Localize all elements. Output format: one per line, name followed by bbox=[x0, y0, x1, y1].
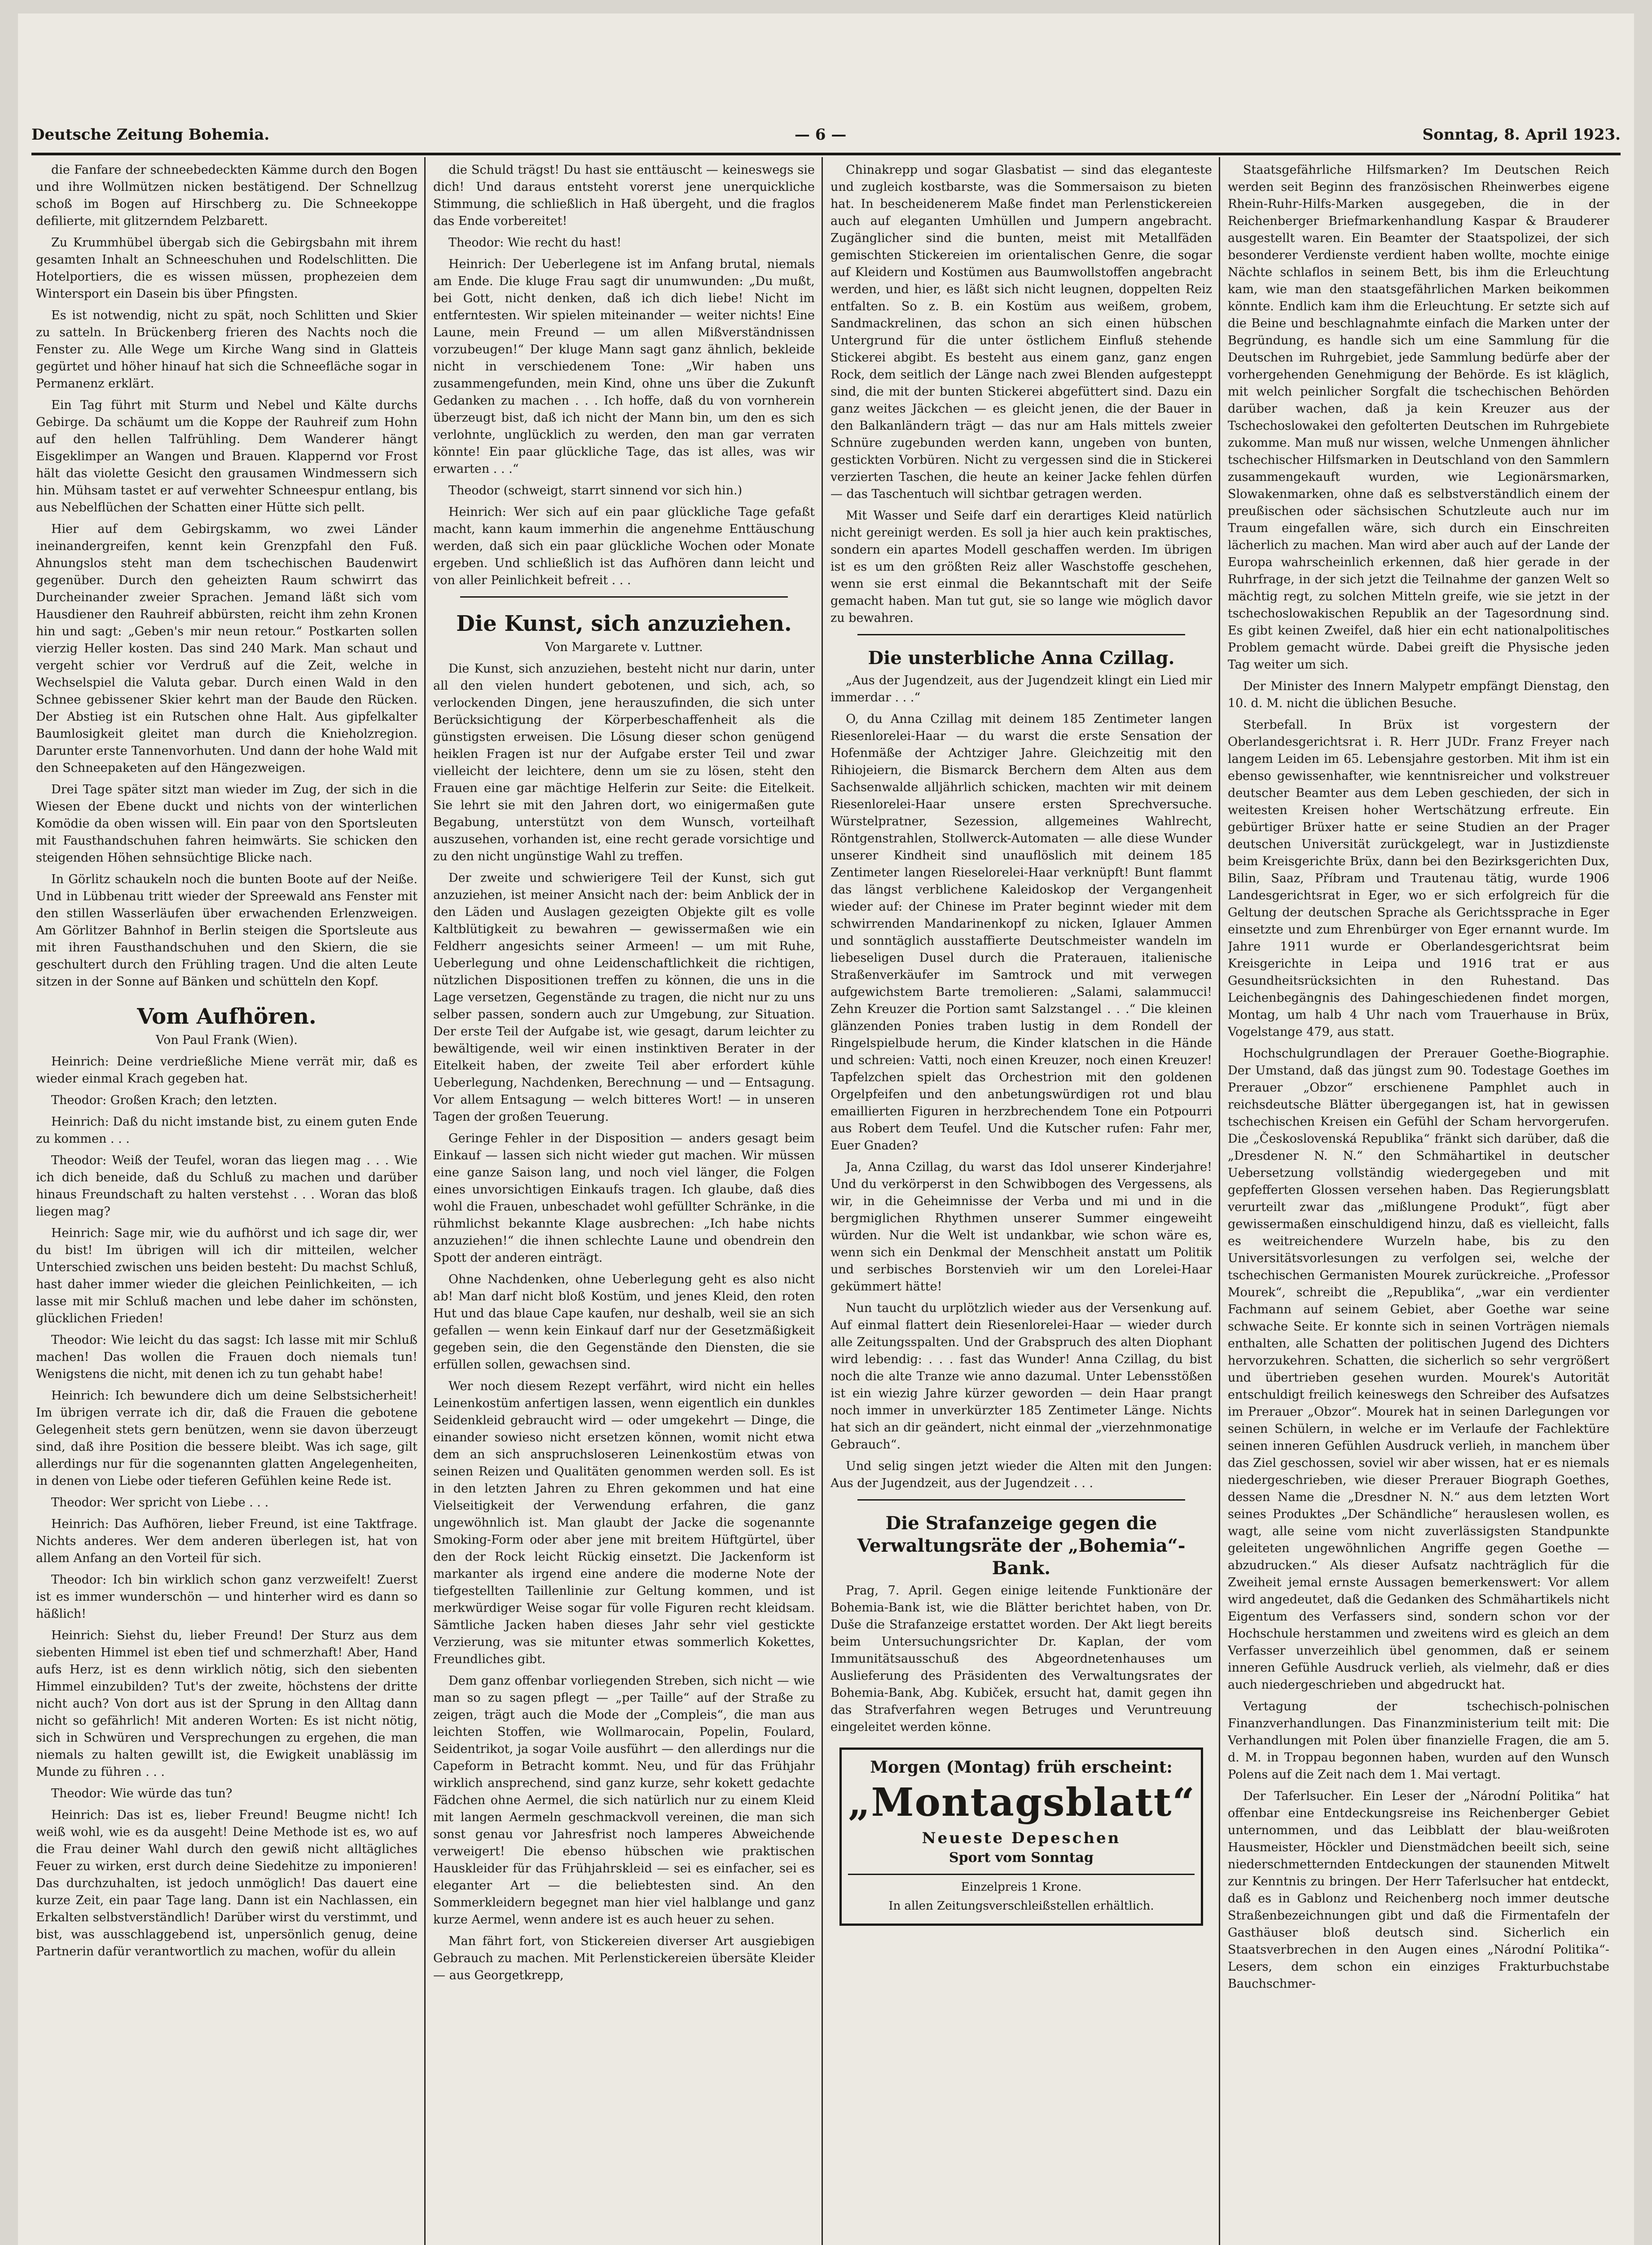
column-3 bbox=[830, 162, 1212, 2245]
column-1 bbox=[36, 162, 417, 2245]
article-paragraph: Es ist notwendig, nicht zu spät, noch Schlitten und Skier zu satteln. In Brückenberg frieren des Nachts noch die Fenster zu. Alle Wege um Kirche Wang sind in Glatteis gegürtet und höher hinauf hat sich die Schneefläche sogar in Permanenz erklärt. bbox=[36, 308, 417, 391]
issue-date: Sonntag, 8. April 1923. bbox=[1422, 126, 1621, 144]
article-paragraph: Ein Tag führt mit Sturm und Nebel und Kälte durchs Gebirge. Da schäumt um die Koppe der Rauhreif zum Hohn auf den hellen Talfrühling. Dem Wanderer hängt Eisgeklimper an Wangen und Brauen. Klappernd vor Frost hält das violette Gesicht den grausamen Windmessern sich hin. Mühsam tastet er auf verwehter Schneespur entlang, bis aus Nebelflüchen der Schatten einer Hütte sich pellt. bbox=[36, 398, 417, 515]
article-headline: Die unsterbliche Anna Czillag. bbox=[868, 647, 1175, 669]
dialogue-line: Heinrich: Wer sich auf ein paar glückliche Tage gefaßt macht, kann kaum immerhin die angenehme Enttäuschung werden, daß sich ein paar glückliche Wochen oder Monate ergeben. Und schließlich ist das Aufhören dann leicht und von aller Peinlichkeit befreit . . . bbox=[433, 505, 815, 587]
section-divider bbox=[460, 596, 788, 598]
newspaper-page bbox=[18, 13, 1634, 2245]
dialogue-line: Heinrich: Das ist es, lieber Freund! Beugme nicht! Ich weiß wohl, wie es da ausgeht! Deine Methode ist es, wo auf die Frau deiner Wahl durch den gewiß nicht alltägliches Feuer zu wirken, erst durch deine Siedehitze zu imponieren! Das durchzuhalten, ist jedoch unmöglich! Das dauert eine kurze Zeit, ein paar Tage lang. Dann ist ein Nachlassen, ein Erkalten selbstverständlich! Darüber wirst du verstimmt, und bist, was ausschlaggebend ist, unpersönlich genug, deine Partnerin dafür verantwortlich zu machen, wofür du allein bbox=[36, 1808, 417, 1959]
news-item: Der Minister des Innern Malypetr empfängt Dienstag, den 10. d. M. nicht die üblichen Besuche. bbox=[1228, 679, 1609, 710]
dialogue-line: Heinrich: Siehst du, lieber Freund! Der Sturz aus dem siebenten Himmel ist eben tief und schmerzhaft! Aber, Hand aufs Herz, ist es denn wirklich nötig, sich den siebenten Himmel einzubilden? Tut's der zweite, höchstens der dritte nicht auch? Von dort aus ist der Sprung in den Alltag dann nicht so gefährlich! Mit anderen Worten: Es ist nicht nötig, sich in Schwüren und Versprechungen zu ergehen, die man niemals zu halten gewillt ist, die Ewigkeit unablässig im Munde zu führen . . . bbox=[36, 1629, 417, 1779]
ad-feature: Sport vom Sonntag bbox=[949, 1850, 1094, 1866]
news-item: Staatsgefährliche Hilfsmarken? Im Deutschen Reich werden seit Beginn des französischen Rheinwerbes eigene Rhein-Ruhr-Hilfs-Marken ausgegeben, die in der Reichenberger Briefmarkenhandlung Kaspar & Brauderer ausgestellt waren. Ein Beamter der Staatspolizei, der sich besonderer Verdienste verdient haben wollte, mochte einige Nächte schlaflos in seinem Bett, bis ihm die Erleuchtung kam, wie man den staatsgefährlichen Marken beikommen könnte. Endlich kam ihm die Erleuchtung. Er setzte sich auf die Beine und beschlagnahmte einfach die Marken unter der Begründung, es handle sich um eine Sammlung für die Deutschen im Ruhrgebiet, jede Sammlung bedürfe aber der vorhergehenden Genehmigung der Behörde. Es ist kläglich, mit welch peinlicher Sorgfalt die tschechischen Behörden darüber wachen, daß ja kein Kreuzer aus der Tschechoslowakei den gefolterten Deutschen im Ruhrgebiete zukomme. Man muß nur wissen, welche Unmengen ähnlicher tschechischer Hilfsmarken in Deutschland von den Sammlern zusammengekauft wurden, wie Legionärsmarken, Slowakenmarken, ohne daß es selbstverständlich einem der preußischen oder sächsischen Schutzleute auch nur im Traum eingefallen wäre, sich durch ein Einschreiten lächerlich zu machen. Man wird aber auch auf der Lande der Europa wahrscheinlich erkennen, daß hier gerade in der Ruhrfrage, in der sich jetzt die Teilnahme der ganzen Welt so mächtig regt, zu solchen Mitteln greife, wie sie jetzt in der tschechoslowakischen Republik an der Tagesordnung sind. Es gibt keinen Zweifel, daß hier ein echt nationalpolitisches Problem gemacht würde. Dabei greift die Physische jeden Tag weiter um sich. bbox=[1228, 163, 1609, 672]
article-paragraph: Man fährt fort, von Stickereien diverser Art ausgiebigen Gebrauch zu machen. Mit Perlenstickereien übersäte Kleider — aus Georgetkrepp, bbox=[433, 1934, 815, 1982]
dialogue-line: Heinrich: Deine verdrießliche Miene verrät mir, daß es wieder einmal Krach gegeben hat. bbox=[36, 1055, 417, 1086]
column-rule bbox=[1219, 157, 1220, 2245]
ad-feature: Neueste Depeschen bbox=[922, 1829, 1121, 1847]
article-paragraph: Zu Krummhübel übergab sich die Gebirgsbahn mit ihrem gesamten Inhalt an Schneeschuhen und Rodelschlitten. Die Hotelportiers, die es wissen müssen, prophezeien dem Wintersport ein Dasein bis über Pfingsten. bbox=[36, 236, 417, 301]
article-paragraph: Hier auf dem Gebirgskamm, wo zwei Länder ineinandergreifen, kennt kein Grenzpfahl den Fuß. Ahnungslos steht man dem tschechischen Baudenwirt gegenüber. Durch den geheizten Raum schwirrt das Durcheinander zweier Sprachen. Jemand läßt sich vom Hausdiener den Rauhreif abbürsten, reicht ihm zehn Kronen hin und sagt: „Geben's mir neun retour.“ Postkarten sollen vierzig Heller kosten. Das sind 240 Mark. Man schaut und vergeht schier vor Verdruß auf die Zeit, welche in Wechselspiel die Valuta gebar. Durch einen Wald in den Schnee gebissener Skier kehrt man der Baude den Rücken. Der Abstieg ist ein Rutschen ohne Halt. Aus gipfelkalter Baumlosigkeit gleitet man durch die Knieholzregion. Darunter erste Tannenvorhuten. Und dann der hohe Wald mit den Schneepaketen auf den Hängezweigen. bbox=[36, 522, 417, 775]
dialogue-line: Theodor: Großen Krach; den letzten. bbox=[51, 1093, 277, 1107]
dialogue-line: Theodor: Wer spricht von Liebe . . . bbox=[51, 1496, 269, 1510]
dialogue-line: die Schuld trägst! Du hast sie enttäuscht — keineswegs sie dich! Und daraus entsteht vorerst jene unerquickliche Stimmung, die schließlich in Haß übergeht, und die fraglos das Ende vorbereitet! bbox=[433, 163, 815, 228]
article-paragraph: Chinakrepp und sogar Glasbatist — sind das eleganteste und zugleich kostbarste, was die Sommersaison zu bieten hat. In bescheidenerem Maße findet man Perlenstickereien auch auf eleganten Umhüllen und Jumpern angebracht. Zugänglicher sind die bunten, meist mit Metallfäden gemischten Stickereien im orientalischen Genre, die sogar auf Kleidern und Kostümen aus Baumwollstoffen angebracht werden, und hier, es läßt sich nicht leugnen, doppelten Reiz entfalten. So z. B. ein Kostüm aus weißem, grobem, Sandmackrelinen, das schon an sich einen hübschen Untergrund für die unter östlichem Einfluß stehende Stickerei abgibt. Es besteht aus einem ganz, ganz engen Rock, dem seitlich der Länge nach zwei Blenden aufgesteppt sind, die mit der bunten Stickerei abgefüttert sind. Dazu ein ganz weites Jäckchen — es gleicht jenen, die der Bauer in den Balkanländern trägt — das nur am Hals mittels zweier Schnüre zugebunden werden kann, ungeben von bunten, gestickten Vorbüren. Nicht zu vergessen sind die in Stickerei verzierten Taschen, die heute an keiner Jacke fehlen dürfen — das Taschentuch will sichtbar getragen werden. bbox=[830, 163, 1212, 501]
article-headline: Die Kunst, sich anzuziehen. bbox=[456, 611, 792, 636]
article-paragraph: Geringe Fehler in der Disposition — anders gesagt beim Einkauf — lassen sich nicht wieder gut machen. Wir müssen eine ganze Saison lang, und noch viel länger, die Folgen eines unvorsichtigen Einkaufs tragen. Ich glaube, daß dies wohl die Frauen, unbeschadet wohl gefüllter Schränke, in die rühmlichst bekannte Klage ausbrechen: „Ich habe nichts anzuziehen!“ die ihnen schlechte Laune und obendrein den Spott der anderen einträgt. bbox=[433, 1131, 815, 1265]
dialogue-line: Theodor (schweigt, starrt sinnend vor sich hin.) bbox=[448, 484, 743, 497]
article-paragraph: Die Kunst, sich anzuziehen, besteht nicht nur darin, unter all den vielen hundert gebotenen, und sich, ach, so verlockenden Dingen, jene herauszufinden, die sich unter Berücksichtigung der Körperbeschaffenheit als die günstigsten erweisen. Die Lösung dieser schon genügend heiklen Fragen ist nur der Aufgabe erster Teil und zwar vielleicht der leichtere, denn um sie zu lösen, steht den Frauen eine gar mächtige Helferin zur Seite: die Eitelkeit. Sie lehrt sie mit den Jahren dort, wo einigermaßen gute Begabung, unterstützt von dem Wunsch, vorteilhaft auszusehen, vorhanden ist, eine recht gerade vorsichtige und zu den nicht ungünstige Wahl zu treffen. bbox=[433, 662, 815, 863]
montagsblatt-advertisement bbox=[839, 1748, 1203, 1926]
ad-price: Einzelpreis 1 Krone. bbox=[848, 1874, 1195, 1896]
dialogue-line: Theodor: Wie würde das tun? bbox=[51, 1787, 233, 1800]
dialogue-line: Heinrich: Sage mir, wie du aufhörst und ich sage dir, wer du bist! Im übrigen will ich dir mitteilen, welcher Unterschied zwischen uns beiden besteht: Du machst Schluß, hast daher immer wieder die gleichen Peinlichkeiten, — ich lasse mit mir Schluß machen und lebe daher im schönsten, glücklichen Frieden! bbox=[36, 1226, 417, 1325]
article-paragraph: Der zweite und schwierigere Teil der Kunst, sich gut anzuziehen, ist meiner Ansicht nach der: beim Anblick der in den Läden und Auslagen gezeigten Objekte gilt es volle Kaltblütigkeit zu bewahren — gewissermaßen wie ein Feldherr angesichts seiner Armeen! — um mit Ruhe, Ueberlegung und ohne Leidenschaftlichkeit die richtigen, nützlichen Dispositionen treffen zu können, die uns in die Lage versetzen, Gegenstände zu tragen, die nicht nur zu uns selber passen, sondern auch zur Umgebung, zur Situation. Der erste Teil der Aufgabe ist, wie gesagt, darum leichter zu bewältigende, weil wir einen instinktiven Berater in der Eitelkeit haben, der zweite Teil aber erfordert kühle Ueberlegung, Nachdenken, Berechnung — und — Entsagung. Vor allem Entsagung — welch bitteres Wort! — in unseren Tagen der großen Teuerung. bbox=[433, 871, 815, 1124]
dialogue-line: Theodor: Wie recht du hast! bbox=[448, 236, 622, 250]
ad-availability: In allen Zeitungsverschleißstellen erhältlich. bbox=[888, 1899, 1154, 1913]
dialogue-line: Theodor: Weiß der Teufel, woran das liegen mag . . . Wie ich dich beneide, daß du Schluß zu machen und darüber hinaus Freundschaft zu halten verstehst . . . Woran das bloß liegen mag? bbox=[36, 1153, 417, 1219]
section-divider bbox=[857, 634, 1185, 635]
newspaper-name: Deutsche Zeitung Bohemia. bbox=[31, 126, 270, 144]
article-paragraph: Prag, 7. April. Gegen einige leitende Funktionäre der Bohemia-Bank ist, wie die Blätter berichtet haben, von Dr. Duše die Strafanzeige erstattet worden. Der Akt liegt bereits beim Untersuchungsrichter Dr. Kaplan, der vom Immunitätsausschuß des Abgeordnetenhauses um Auslieferung des Präsidenten des Verwaltungsrates der Bohemia-Bank, Abg. Kubiček, ersucht hat, damit gegen ihn das Strafverfahren wegen Betruges und Veruntreuung eingeleitet werden könne. bbox=[830, 1584, 1212, 1734]
article-paragraph: O, du Anna Czillag mit deinem 185 Zentimeter langen Riesenlorelei-Haar — du warst die erste Sensation der Hofenmäße der Achtziger Jahre. Gleichzeitig mit den Rihiojeiern, die Bismarck Berchern dem Alten aus dem Sachsenwalde alljährlich schicken, machten wir mit deinem Riesenlorelei-Haar unsere ersten Sprechversuche. Würstelpratner, Sezession, allgemeines Wahlrecht, Röntgenstrahlen, Stollwerck-Automaten — alle diese Wunder unserer Kindheit sind unauflöslich mit deinem 185 Zentimeter langen Rieselorelei-Haar verknüpft! Bunt flammt das längst verblichene Kaleidoskop der Vergangenheit wieder auf: der Chinese im Prater beginnt wieder mit dem schwirrenden Mandarinenkopf zu nicken, Iglauer Ammen und sonntäglich ausstaffierte Deutschmeister wandeln im liebeseligen Dusel durch die Praterauen, italienische Straßenverkäufer im Samtrock und mit verwegen aufgewichstem Barte tremolieren: „Salami, salammucci! Zehn Kreuzer die Portion samt Salzstangel . . .“ Die kleinen glänzenden Ponies traben lustig in dem Rondell der Ringelspielbude herum, die Kinder klatschen in die Hände und schreien: Vatti, noch einen Kreuzer, noch einen Kreuzer! Tapfelzchen spielt das Orchestrion mit den goldenen Orgelpfeifen und den anbetungswürdigen rot und blau emaillierten Figuren in herzbrechendem Tone ein Potpourri aus Robert dem Teufel. Und die Kutscher rufen: Fahr mer, Euer Gnaden? bbox=[830, 712, 1212, 1153]
article-paragraph: Ja, Anna Czillag, du warst das Idol unserer Kinderjahre! Und du verkörperst in den Schwibbogen des Vergessens, als wir, in die Geheimnisse der Verba und mi und in die bergmiglichen Rhythmen unserer Summer eingeweiht würden. Nur die Welt ist undankbar, wie schon wäre es, wenn sich ein Denkmal der Menschheit anstatt um Politik und serbisches Borstenvieh wir um den Lorelei-Haar gekümmert hätte! bbox=[830, 1160, 1212, 1294]
column-rule bbox=[424, 157, 426, 2245]
section-divider bbox=[857, 1499, 1185, 1501]
column-2 bbox=[433, 162, 815, 2245]
dialogue-line: Heinrich: Der Ueberlegene ist im Anfang brutal, niemals am Ende. Die kluge Frau sagt dir unumwunden: „Du mußt, bei Gott, nicht denken, daß ich dich liebe! Nicht im entferntesten. Wir spielen miteinander — weiter nichts! Eine Laune, mein Freund — um allen Mißverständnissen vorzubeugen!“ Der kluge Mann sagt ganz ähnlich, bekleide nicht in verschiedenem Tone: „Wir haben uns zusammengefunden, mein Kind, ohne uns über die Zukunft Gedanken zu machen . . . Ich hoffe, daß du von vornherein überzeugt bist, daß ich nicht der Mann bin, um den es sich verlohnte, unglücklich zu werden, den man gar verraten könnte! Ein paar glückliche Tage, das ist alles, was wir erwarten . . .“ bbox=[433, 257, 815, 476]
article-paragraph: Mit Wasser und Seife darf ein derartiges Kleid natürlich nicht gereinigt werden. Es soll ja hier auch kein praktisches, sondern ein apartes Modell geschaffen werden. Im übrigen ist es um den größten Reiz aller Waschstoffe geschehen, wenn sie erst einmal die Bekanntschaft mit der Seife gemacht haben. Man tut gut, sie so lange wie möglich davor zu bewahren. bbox=[830, 509, 1212, 625]
ad-announcement: Morgen (Montag) früh erscheint: bbox=[870, 1758, 1173, 1777]
dialogue-line: Theodor: Wie leicht du das sagst: Ich lasse mit mir Schluß machen! Das wollen die Frauen doch niemals tun! Wenigstens die nicht, mit denen ich zu tun gehabt habe! bbox=[36, 1333, 417, 1381]
news-item: Vertagung der tschechisch-polnischen Finanzverhandlungen. Das Finanzministerium teilt mit: Die Verhandlungen mit Polen über finanzielle Fragen, die am 5. d. M. in Troppau begonnen haben, wurden auf den Wunsch Polens auf die Zeit nach dem 1. Mai vertagt. bbox=[1228, 1699, 1609, 1782]
article-byline: Von Paul Frank (Wien). bbox=[156, 1033, 298, 1047]
column-4 bbox=[1228, 162, 1609, 2245]
article-paragraph: Und selig singen jetzt wieder die Alten mit den Jungen: Aus der Jugendzeit, aus der Jugendzeit . . . bbox=[830, 1459, 1212, 1490]
page-number: — 6 — bbox=[795, 126, 847, 144]
article-paragraph: die Fanfare der schneebedeckten Kämme durch den Bogen und ihre Wollmützen nicken bestätigend. Der Schnellzug schoß im Bogen auf Hirschberg zu. Die Schneekoppe defilierte, mit glitzerndem Pelzbarett. bbox=[36, 163, 417, 228]
article-headline: Die Strafanzeige gegen die Verwaltungsräte der „Bohemia“-Bank. bbox=[857, 1513, 1186, 1579]
article-byline: Von Margarete v. Luttner. bbox=[545, 640, 703, 654]
column-rule bbox=[822, 157, 823, 2245]
news-item: Hochschulgrundlagen der Prerauer Goethe-Biographie. Der Umstand, daß das jüngst zum 90. Todestage Goethes im Prerauer „Obzor“ erschienene Pamphlet auch in reichsdeutsche Blätter übergegangen ist, hat in gewissen tschechischen Kreisen ein Gefühl der Scham hervorgerufen. Die „Československá Republika“ fränkt sich darüber, daß die „Dresdener N. N.“ den Schmähartikel in deutscher Uebersetzung vollständig wiedergegeben und mit gepfefferten Glossen versehen haben. Das Regierungsblatt verurteilt zwar das „mißlungene Produkt“, fügt aber gewissermaßen einschuldigend hinzu, daß es vielleicht, falls es weitreichendere Wurzeln habe, bis zu den Universitätsvorlesungen zu verfolgen sei, welche der tschechischen Germanisten Mourek zurückreiche. „Professor Mourek“, schreibt die „Republika“, „war ein verdienter Fachmann auf seinem Gebiet, aber Goethe war seine schwache Seite. Er konnte sich in seinen Vorträgen niemals enthalten, alle Schatten der politischen Jugend des Dichters hervorzukehren. Schatten, die sicherlich so sehr vergrößert und übertrieben gesehen wurden. Mourek's Autorität entschuldigt freilich keineswegs den Schreiber des Aufsatzes im Prerauer „Obzor“. Mourek hat in seinen Darlegungen vor seinen Schülern, in welche er im Verlaufe der Fachlektüre seinen inneren Gefühlen Ausdruck verlieh, in manchem über das Ziel geschossen, soviel wir aber wissen, hat er es niemals niedergeschrieben, wie dieser Prerauer Biograph Goethes, dessen Name die „Dresdner N. N.“ aus dem letzten Wort seines Produktes „Der Schändliche“ herauslesen wollen, es wagt, alle seine vom nicht zuverlässigsten Standpunkte geleiteten ungewöhnlichen Angriffe gegen Goethe — abzudrucken.“ Als dieser Aufsatz nachträglich für die Zweiheit jemal ernste Aussagen bemerkenswert: Vor allem wird angedeutet, daß die Gedanken des Schmähartikels nicht Eigentum des Verfassers sind, sondern schon vor der Hochschule herstammen und zweitens wird es gleich an dem Verfasser unverzeihlich übel genommen, daß er seinem inneren Gefühle Ausdruck verlieh, als vielmehr, daß er dies auch niedergeschrieben und abgedruckt hat. bbox=[1228, 1047, 1609, 1692]
dialogue-line: Heinrich: Ich bewundere dich um deine Selbstsicherheit! Im übrigen verrate ich dir, daß die Frauen die gebotene Gelegenheit stets gern benützen, wenn sie davon überzeugt sind, daß ihre Position die bessere bleibt. Was ich sage, gilt allerdings nur für die sogenannten glatten Angelegenheiten, in denen von Liebe oder tieferen Gefühlen keine Rede ist. bbox=[36, 1389, 417, 1488]
article-headline: Vom Aufhören. bbox=[137, 1004, 316, 1029]
dialogue-line: Heinrich: Daß du nicht imstande bist, zu einem guten Ende zu kommen . . . bbox=[36, 1115, 417, 1146]
page-header bbox=[31, 126, 1621, 155]
article-paragraph: „Aus der Jugendzeit, aus der Jugendzeit klingt ein Lied mir immerdar . . .“ bbox=[830, 674, 1212, 704]
article-paragraph: Drei Tage später sitzt man wieder im Zug, der sich in die Wiesen der Ebene duckt und nichts von der winterlichen Komödie da oben wissen will. Ein paar von den Sportsleuten mit Fausthandschuhen fahren heimwärts. Sie schicken den steigenden Höhen sehnsüchtige Blicke nach. bbox=[36, 783, 417, 865]
article-paragraph: Dem ganz offenbar vorliegenden Streben, sich nicht — wie man so zu sagen pflegt — „per Taille“ auf der Straße zu zeigen, trägt auch die Mode der „Compleis“, die man aus leichten Stoffen, wie Wollmarocain, Popelin, Foulard, Seidentrikot, ja sogar Voile ausführt — den allerdings nur die Capeform in Betracht kommt. Neu, und für das Frühjahr wirklich ansprechend, sind ganz kurze, sehr kokett gedachte Fädchen ohne Aermel, die sich natürlich nur zu einem Kleid mit langen Aermeln geschmackvoll vereinen, die man sich sonst genau vor Jahresfrist noch lamperes Abweichende verweigert! Die ebenso hübschen wie praktischen Hauskleider für das Frühjahrskleid — sei es einfacher, sei es eleganter Art — die beliebtesten sind. An den Sommerkleidern begegnet man hier viel halblange und ganz kurze Aermel, wenn andere ist es auch heuer zu sehen. bbox=[433, 1674, 815, 1927]
news-item: Der Taferlsucher. Ein Leser der „Národní Politika“ hat offenbar eine Entdeckungsreise ins Reichenberger Gebiet unternommen, und das Leibblatt der blau-weißroten Hausmeister, Höckler und Dienstmädchen beeilt sich, seine niederschmetternden Entdeckungen der staunenden Mitwelt zur Kenntnis zu bringen. Der Herr Taferlsucher hat entdeckt, daß es in Gablonz und Reichenberg noch immer deutsche Straßenbezeichnungen gibt und daß die Firmentafeln der Gasthäuser bloß deutsch sind. Sicherlich ein Staatsverbrechen in den Augen eines „Národní Politika“-Lesers, dem schon ein einziges Frakturbuchstabe Bauchschmer- bbox=[1228, 1789, 1609, 1991]
article-paragraph: Wer noch diesem Rezept verfährt, wird nicht ein helles Leinenkostüm anfertigen lassen, wenn eigentlich ein dunkles Seidenkleid gebraucht wird — oder umgekehrt — Dinge, die einander sowieso nicht ersetzen können, womit nicht etwa dem an sich anspruchsloseren Leinenkostüm etwas von seinen Reizen und Qualitäten genommen werden soll. Es ist in den letzten Jahren zu Ehren gekommen und hat eine Vielseitigkeit der Verwendung erfahren, die ganz ungewöhnlich ist. Man glaubt der Jacke die sogenannte Smoking-Form oder aber jene mit breitem Hüftgürtel, über den der Rock leicht Rückig einsetzt. Die Jackenform ist markanter als irgend eine andere die moderne Note der tiefgestellten Taillenlinie zur Geltung kommen, und ist merkwürdiger Weise sogar für volle Figuren recht kleidsam. Sämtliche Jacken haben dieses Jahr sehr viel gestickte Verzierung, was sie mitunter etwas sommerlich Kokettes, Freundliches gibt. bbox=[433, 1379, 815, 1666]
dialogue-line: Heinrich: Das Aufhören, lieber Freund, ist eine Taktfrage. Nichts anderes. Wer dem anderen überlegen ist, hat von allem Anfang an den Vorteil für sich. bbox=[36, 1517, 417, 1565]
news-item: Sterbefall. In Brüx ist vorgestern der Oberlandesgerichtsrat i. R. Herr JUDr. Franz Freyer nach langem Leiden im 65. Lebensjahre gestorben. Mit ihm ist ein ebenso gewissenhafter, wie kenntnisreicher und volkstreuer deutscher Beamter aus dem Leben geschieden, der sich in weitesten Kreisen hoher Wertschätzung erfreute. Ein gebürtiger Brüxer hatte er seine Studien an der Prager deutschen Universität zurückgelegt, war in Justizdienste beim Kreisgerichte Brüx, dann bei den Bezirksgerichten Dux, Bilin, Saaz, Příbram und Trautenau tätig, wurde 1906 Landesgerichtsrat in Eger, wo er sich erfolgreich für die Geltung der deutschen Sprache als Gerichtssprache in Eger einsetzte und zum Ehrenbürger von Eger ernannt wurde. Im Jahre 1911 wurde er Oberlandesgerichtsrat beim Kreisgerichte in Leipa und 1916 trat er aus Gesundheitsrücksichten in den Ruhestand. Das Leichenbegängnis des Dahingeschiedenen findet morgen, Montag, um halb 4 Uhr nach vom Trauerhause in Brüx, Vogelstange 479, aus statt. bbox=[1228, 718, 1609, 1039]
dialogue-line: Theodor: Ich bin wirklich schon ganz verzweifelt! Zuerst ist es immer wunderschön — und hinterher wird es dann so häßlich! bbox=[36, 1573, 417, 1621]
ad-title: „Montagsblatt“ bbox=[848, 1780, 1195, 1825]
article-paragraph: Nun taucht du urplötzlich wieder aus der Versenkung auf. Auf einmal flattert dein Riesenlorelei-Haar — wieder durch alle Zeitungsspalten. Und der Grabspruch des alten Diophant wird lebendig: . . . fast das Wunder! Anna Czillag, du bist noch die alte Tranze wie anno dazumal. Unter Lebensstößen ist ein wiezig Jahre kürzer geworden — dein Haar prangt noch immer in unverkürzter 185 Zentimeter Länge. Nichts hat sich an dir geändert, nicht einmal der „vierzehnmonatige Gebrauch“. bbox=[830, 1301, 1212, 1452]
article-paragraph: Ohne Nachdenken, ohne Ueberlegung geht es also nicht ab! Man darf nicht bloß Kostüm, und jenes Kleid, den roten Hut und das blaue Cape kaufen, nur deshalb, weil sie an sich gefallen — wenn kein Einkauf darf nur der Gesetzmäßigkeit gegeben sein, die den Gegenstände den Diensten, die sie erfüllen sollen, gewachsen sind. bbox=[433, 1272, 815, 1372]
article-paragraph: In Görlitz schaukeln noch die bunten Boote auf der Neiße. Und in Lübbenau tritt wieder der Spreewald ans Fenster mit den stillen Wasserläufen über erwachenden Erlenzweigen. Am Görlitzer Bahnhof in Berlin steigen die Sportsleute aus mit ihren Fausthandschuhen und den Skiern, die sie geschultert durch den Frühling tragen. Und die alten Leute sitzen in der Sonne auf Bänken und schütteln den Kopf. bbox=[36, 872, 417, 989]
